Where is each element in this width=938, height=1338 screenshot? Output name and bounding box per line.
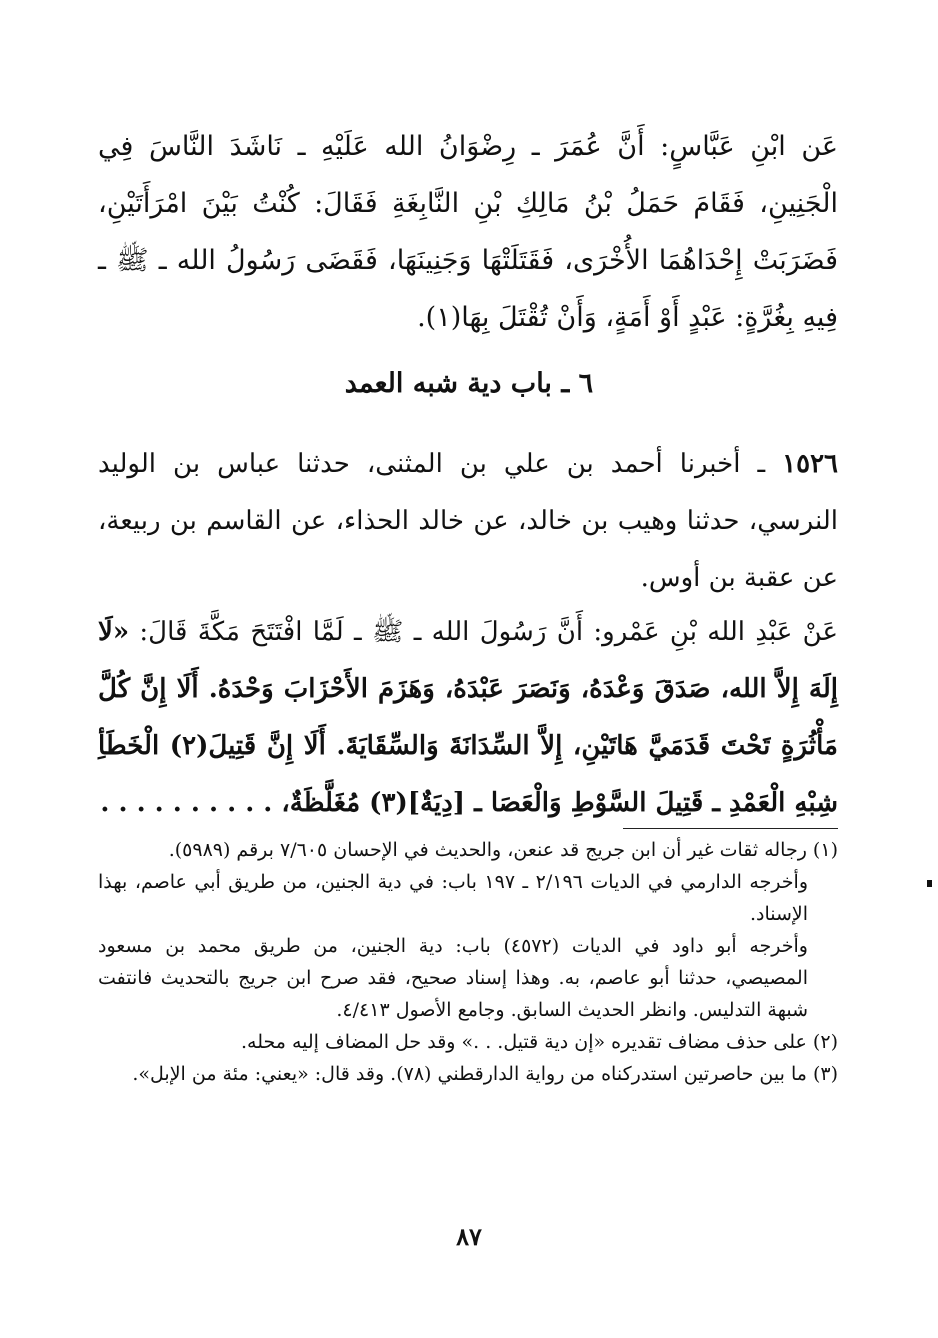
isnad-paragraph (98, 436, 838, 607)
chapter-heading: ٦ ـ باب دية شبه العمد (344, 368, 594, 399)
hadith-2-intro: عَنْ عَبْدِ الله بْنِ عَمْرو: أَنَّ رَسُولَ الله ـ ﷺ ـ لَمَّا افْتَتَحَ مَكَّةَ قَالَ: (129, 617, 838, 647)
hadith-2-quote: «لَا إِلَهَ إِلاَّ الله، صَدَقَ وَعْدَهُ، وَنَصَرَ عَبْدَهُ، وَهَزَمَ الأَحْزَابَ وَحْدَهُ. أَلَا إِنَّ كُلَّ مَأْثُرَةٍ تَحْتَ قَدَمَيَّ هَاتَيْنِ، إِلاَّ السِّدَانَةَ وَالسِّقَايَةَ. أَلَا إِنَّ قَتِيلَ(٢) الْخَطَأِ شِبْهِ الْعَمْدِ ـ قَتِيلَ السَّوْطِ وَالْعَصَا ـ [دِيَةٌ](٣) مُغَلَّظَةٌ، . . . . . . . . . . (98, 617, 838, 818)
footnote-1-darimi: وأخرجه الدارمي في الديات ٢/١٩٦ ـ ١٩٧ باب: في دية الجنين، من طريق أبي عاصم، بهذا الإسناد. (98, 871, 808, 925)
isnad-text: ـ أخبرنا أحمد بن علي بن المثنى، حدثنا عباس بن الوليد النرسي، حدثنا وهيب بن خالد، عن خالد الحذاء، عن القاسم بن ربيعة، عن عقبة بن أوس. (98, 449, 838, 593)
page-number: ٨٧ (456, 1222, 482, 1251)
hadith-number: ١٥٢٦ (782, 449, 838, 479)
footnote-3: (٣) ما بين حاصرتين استدركناه من رواية الدارقطني (٧٨). وقد قال: «يعني: مئة من الإبل». (132, 1063, 838, 1085)
hadith-1-text: عَن ابْنِ عَبَّاسٍ: أَنَّ عُمَرَ ـ رِضْوَانُ الله عَلَيْهِ ـ نَاشَدَ النَّاسَ فِي الْجَنِينِ، فَقَامَ حَمَلُ بْنُ مَالِكِ بْنِ النَّابِغَةِ فَقَالَ: كُنْتُ بَيْنَ امْرَأَتَيْنِ، فَضَرَبَتْ إِحْدَاهُمَا الأُخْرَى، فَقَتَلَتْهَا وَجَنِينَهَا، فَقَضَى رَسُولُ الله ـ ﷺ ـ فِيهِ بِغُرَّةٍ: عَبْدٍ أَوْ أَمَةٍ، وَأَنْ تُقْتَلَ بِهَا(١). (98, 131, 838, 333)
footnotes (98, 834, 838, 1090)
footnote-1-abudawud: وأخرجه أبو داود في الديات (٤٥٧٢) باب: دية الجنين، من طريق محمد بن مسعود المصيصي، حدثنا أبو عاصم، به. وهذا إسناد صحيح، فقد صرح ابن جريج بالتحديث فانتفت شبهة التدليس. وانظر الحديث السابق. وجامع الأصول ٤/٤١٣. (98, 935, 808, 1021)
hadith-2-paragraph (98, 604, 838, 832)
footnote-2: (٢) على حذف مضاف تقديره «إن دية قتيل. . .» وقد حل المضاف إليه محله. (240, 1031, 838, 1053)
footnote-1: (١) رجاله ثقات غير أن ابن جريج قد عنعن، والحديث في الإحسان ٧/٦٠٥ برقم (٥٩٨٩). (168, 839, 838, 861)
scan-speck (927, 880, 932, 887)
footnote-divider (623, 828, 838, 829)
